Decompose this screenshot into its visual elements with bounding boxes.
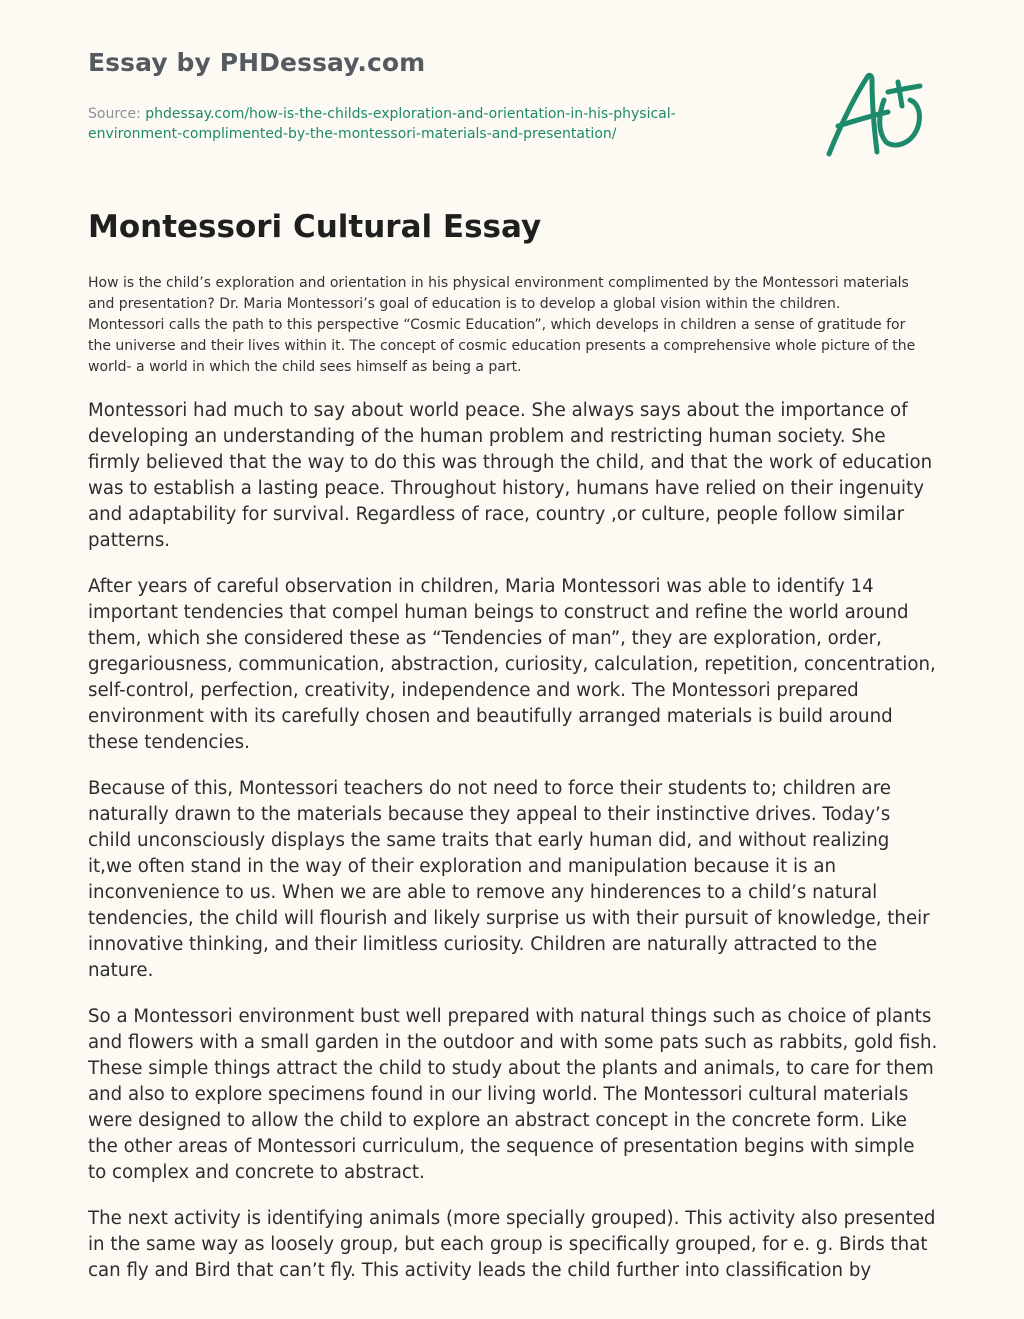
essay-title: Montessori Cultural Essay — [88, 209, 542, 245]
essay-paragraph: Because of this, Montessori teachers do not need to force their students to; children are naturally drawn to the materials because they appeal to their instinctive drives. Today’s child unconsciously displays the same traits that early human did, and without realizing it,we often stand in the way of their exploration and manipulation because it is an inconvenience to us. When we are able to remove any hinderences to a child’s natural tendencies, the child will flourish and likely surprise us with their pursuit of knowledge, their innovative thinking, and their limitless curiosity. Children are naturally attracted to the nature. — [88, 778, 930, 981]
essay-paragraph: So a Montessori environment bust well prepared with natural things such as choice of plants and flowers with a small garden in the outdoor and with some pats such as rabbits, gold fish. These simple things attract the child to study about the plants and animals, to care for them and also to explore specimens found in our living world. The Montessori cultural materials were designed to allow the child to explore an abstract concept in the concrete form. Like the other areas of Montessori curriculum, the sequence of presentation begins with simple to complex and concrete to abstract. — [88, 1006, 938, 1183]
a-plus-logo-icon — [822, 66, 930, 162]
source-label: Source: — [88, 106, 146, 122]
essay-paragraph: After years of careful observation in children, Maria Montessori was able to identify 14 important tendencies that compel human beings to construct and refine the world around them, which she considered these as “Tendencies of man”, they are exploration, order, gregariousness, communication, abstraction, curiosity, calculation, repetition, concentration, self-control, perfection, creativity, independence and work. The Montessori prepared environment with its carefully chosen and beautifully arranged materials is build around these tendencies. — [88, 576, 936, 753]
essay-body — [88, 398, 938, 1304]
site-brand[interactable]: Essay by PHDessay.com — [88, 48, 426, 77]
essay-paragraph: Montessori had much to say about world peace. She always says about the importance of developing an understanding of the human problem and restricting human society. She firmly believed that the way to do this was through the child, and that the work of education was to establish a lasting peace. Throughout history, humans have relied on their ingenuity and adaptability for survival. Regardless of race, country ,or culture, people follow similar patterns. — [88, 400, 933, 551]
source-line — [88, 104, 768, 144]
header — [88, 48, 768, 144]
source-link[interactable]: phdessay.com/how-is-the-childs-exploration-and-orientation-in-his-physical-environment-complimented-by-the-montessori-materials-and-presentation/ — [88, 106, 676, 142]
essay-paragraph: The next activity is identifying animals (more specially grouped). This activity also presented in the same way as loosely group, but each group is specifically grouped, for e. g. Birds that can fly and Bird that can’t fly. This activity leads the child further into classification by — [88, 1208, 936, 1281]
essay-intro: How is the child’s exploration and orientation in his physical environment complimented by the Montessori materials and presentation? Dr. Maria Montessori’s goal of education is to develop a global vision within the children. Montessori calls the path to this perspective “Cosmic Education”, which develops in children a sense of gratitude for the universe and their lives within it. The concept of cosmic education presents a comprehensive whole picture of the world- a world in which the child sees himself as being a part. — [88, 275, 916, 375]
